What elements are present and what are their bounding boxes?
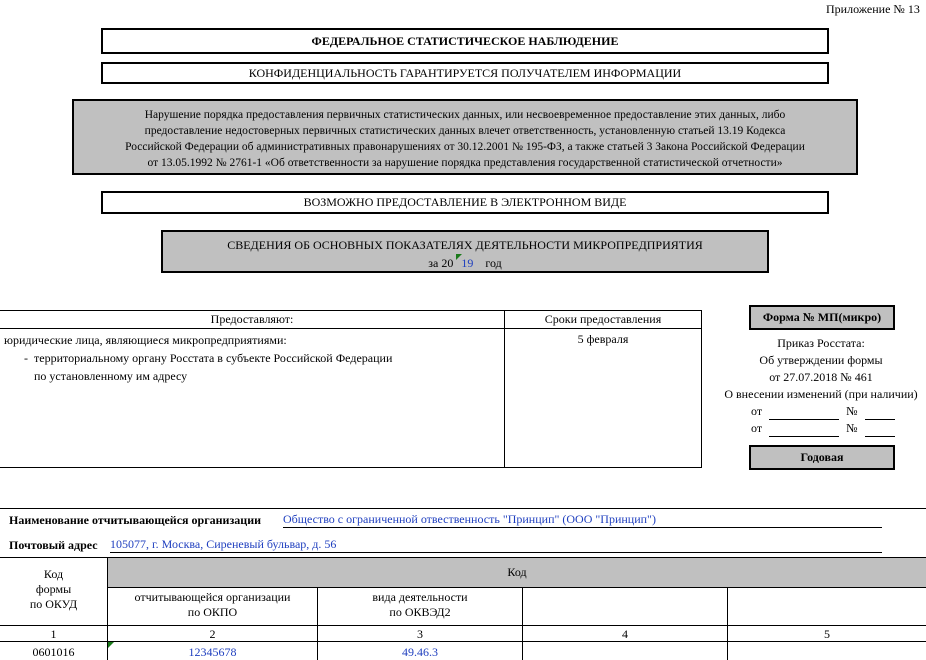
year-prefix: за 20	[428, 256, 454, 270]
okved-input[interactable]: 49.46.3	[402, 645, 438, 659]
confidentiality-notice: КОНФИДЕНЦИАЛЬНОСТЬ ГАРАНТИРУЕТСЯ ПОЛУЧАТЕЛЕМ ИНФОРМАЦИИ	[101, 62, 829, 84]
violation-line: предоставление недостоверных первичных статистических данных влечет ответственность, установленную статьей 13.19 Кодекса	[144, 125, 786, 137]
table-border	[0, 557, 926, 558]
column-number: 1	[50, 627, 57, 641]
change-number-input[interactable]	[865, 421, 895, 437]
year-input[interactable]	[456, 254, 478, 273]
violation-line: от 13.05.1992 № 2761-1 «Об ответственности за нарушение порядка представления государственной статистической отчетности»	[147, 157, 783, 169]
appendix-label: Приложение № 13	[826, 2, 920, 16]
org-name-field[interactable]: Общество с ограниченной отвественность "Принцип" (ООО "Принцип")	[283, 512, 882, 528]
violation-line: Нарушение порядка предоставления первичных статистических данных, или несвоевременное предоставление этих данных, либо	[144, 109, 786, 121]
change-number-input[interactable]	[865, 404, 895, 420]
providers-bottom-border	[0, 467, 702, 468]
periodicity: Годовая	[749, 445, 895, 470]
code-table	[0, 557, 926, 660]
code-header: Код	[507, 565, 527, 579]
column-number: 2	[209, 627, 216, 641]
providers-right-border	[701, 310, 702, 467]
order-info	[716, 335, 926, 403]
providers-header-border	[0, 328, 702, 329]
org-name-label: Наименование отчитывающейся организации	[9, 513, 262, 527]
order-line2: Об утверждении формы	[759, 353, 883, 367]
change-from-label: от	[751, 421, 763, 435]
code-col4-input[interactable]	[523, 645, 727, 659]
change-from-label: от	[751, 404, 763, 418]
electronic-submission-notice: ВОЗМОЖНО ПРЕДОСТАВЛЕНИЕ В ЭЛЕКТРОННОМ ВИДЕ	[101, 191, 829, 214]
table-border	[0, 625, 926, 626]
postal-address-field[interactable]: 105077, г. Москва, Сиреневый бульвар, д. 56	[110, 537, 882, 553]
report-title-box	[161, 230, 769, 273]
okud-value: 0601016	[32, 645, 75, 659]
providers-header-left: Предоставляют:	[210, 312, 294, 326]
postal-address-label: Почтовый адрес	[9, 538, 98, 552]
changes-label: О внесении изменений (при наличии)	[724, 387, 918, 401]
order-line3: от 27.07.2018 № 461	[769, 370, 873, 384]
providers-deadline: 5 февраля	[577, 332, 629, 346]
column-number: 3	[417, 627, 423, 641]
change-num-label: №	[846, 421, 858, 435]
year-value: 19	[461, 256, 474, 270]
change-date-input[interactable]	[769, 421, 839, 437]
providers-top-border	[0, 310, 702, 311]
change-row-2	[751, 421, 895, 437]
okud-header: Код формы по ОКУД	[29, 567, 78, 611]
providers-header-right: Сроки предоставления	[544, 312, 662, 326]
form-number: Форма № МП(микро)	[749, 305, 895, 330]
column-number: 5	[824, 627, 830, 641]
table-border	[108, 587, 926, 588]
okpo-header: отчитывающейся организации по ОКПО	[134, 590, 291, 619]
column-number: 4	[622, 627, 628, 641]
okved-header: вида деятельности по ОКВЭД2	[372, 590, 468, 619]
change-date-input[interactable]	[769, 404, 839, 420]
cell-comment-marker	[456, 254, 462, 260]
order-line1: Приказ Росстата:	[777, 336, 865, 350]
violation-line: Российской Федерации об административных правонарушениях от 30.12.2001 № 195-ФЗ, а также статьей 3 Закона Российской Федерации	[125, 141, 805, 153]
federal-observation-title: ФЕДЕРАЛЬНОЕ СТАТИСТИЧЕСКОЕ НАБЛЮДЕНИЕ	[101, 28, 829, 54]
change-num-label: №	[846, 404, 858, 418]
providers-line2: территориальному органу Росстата в субъекте Российской Федерации	[34, 351, 393, 365]
providers-line1: юридические лица, являющиеся микропредприятиями:	[4, 333, 287, 347]
year-suffix: год	[485, 256, 502, 270]
providers-line3: по установленному им адресу	[34, 369, 188, 383]
providers-bullet: -	[24, 351, 28, 365]
org-section-border	[0, 508, 926, 509]
change-row-1	[751, 404, 895, 420]
okpo-input[interactable]: 12345678	[188, 645, 237, 659]
report-title: СВЕДЕНИЯ ОБ ОСНОВНЫХ ПОКАЗАТЕЛЯХ ДЕЯТЕЛЬНОСТИ МИКРОПРЕДПРИЯТИЯ	[227, 238, 703, 252]
report-year	[163, 254, 767, 273]
code-col5-input[interactable]	[728, 645, 926, 659]
violation-notice	[72, 99, 858, 175]
